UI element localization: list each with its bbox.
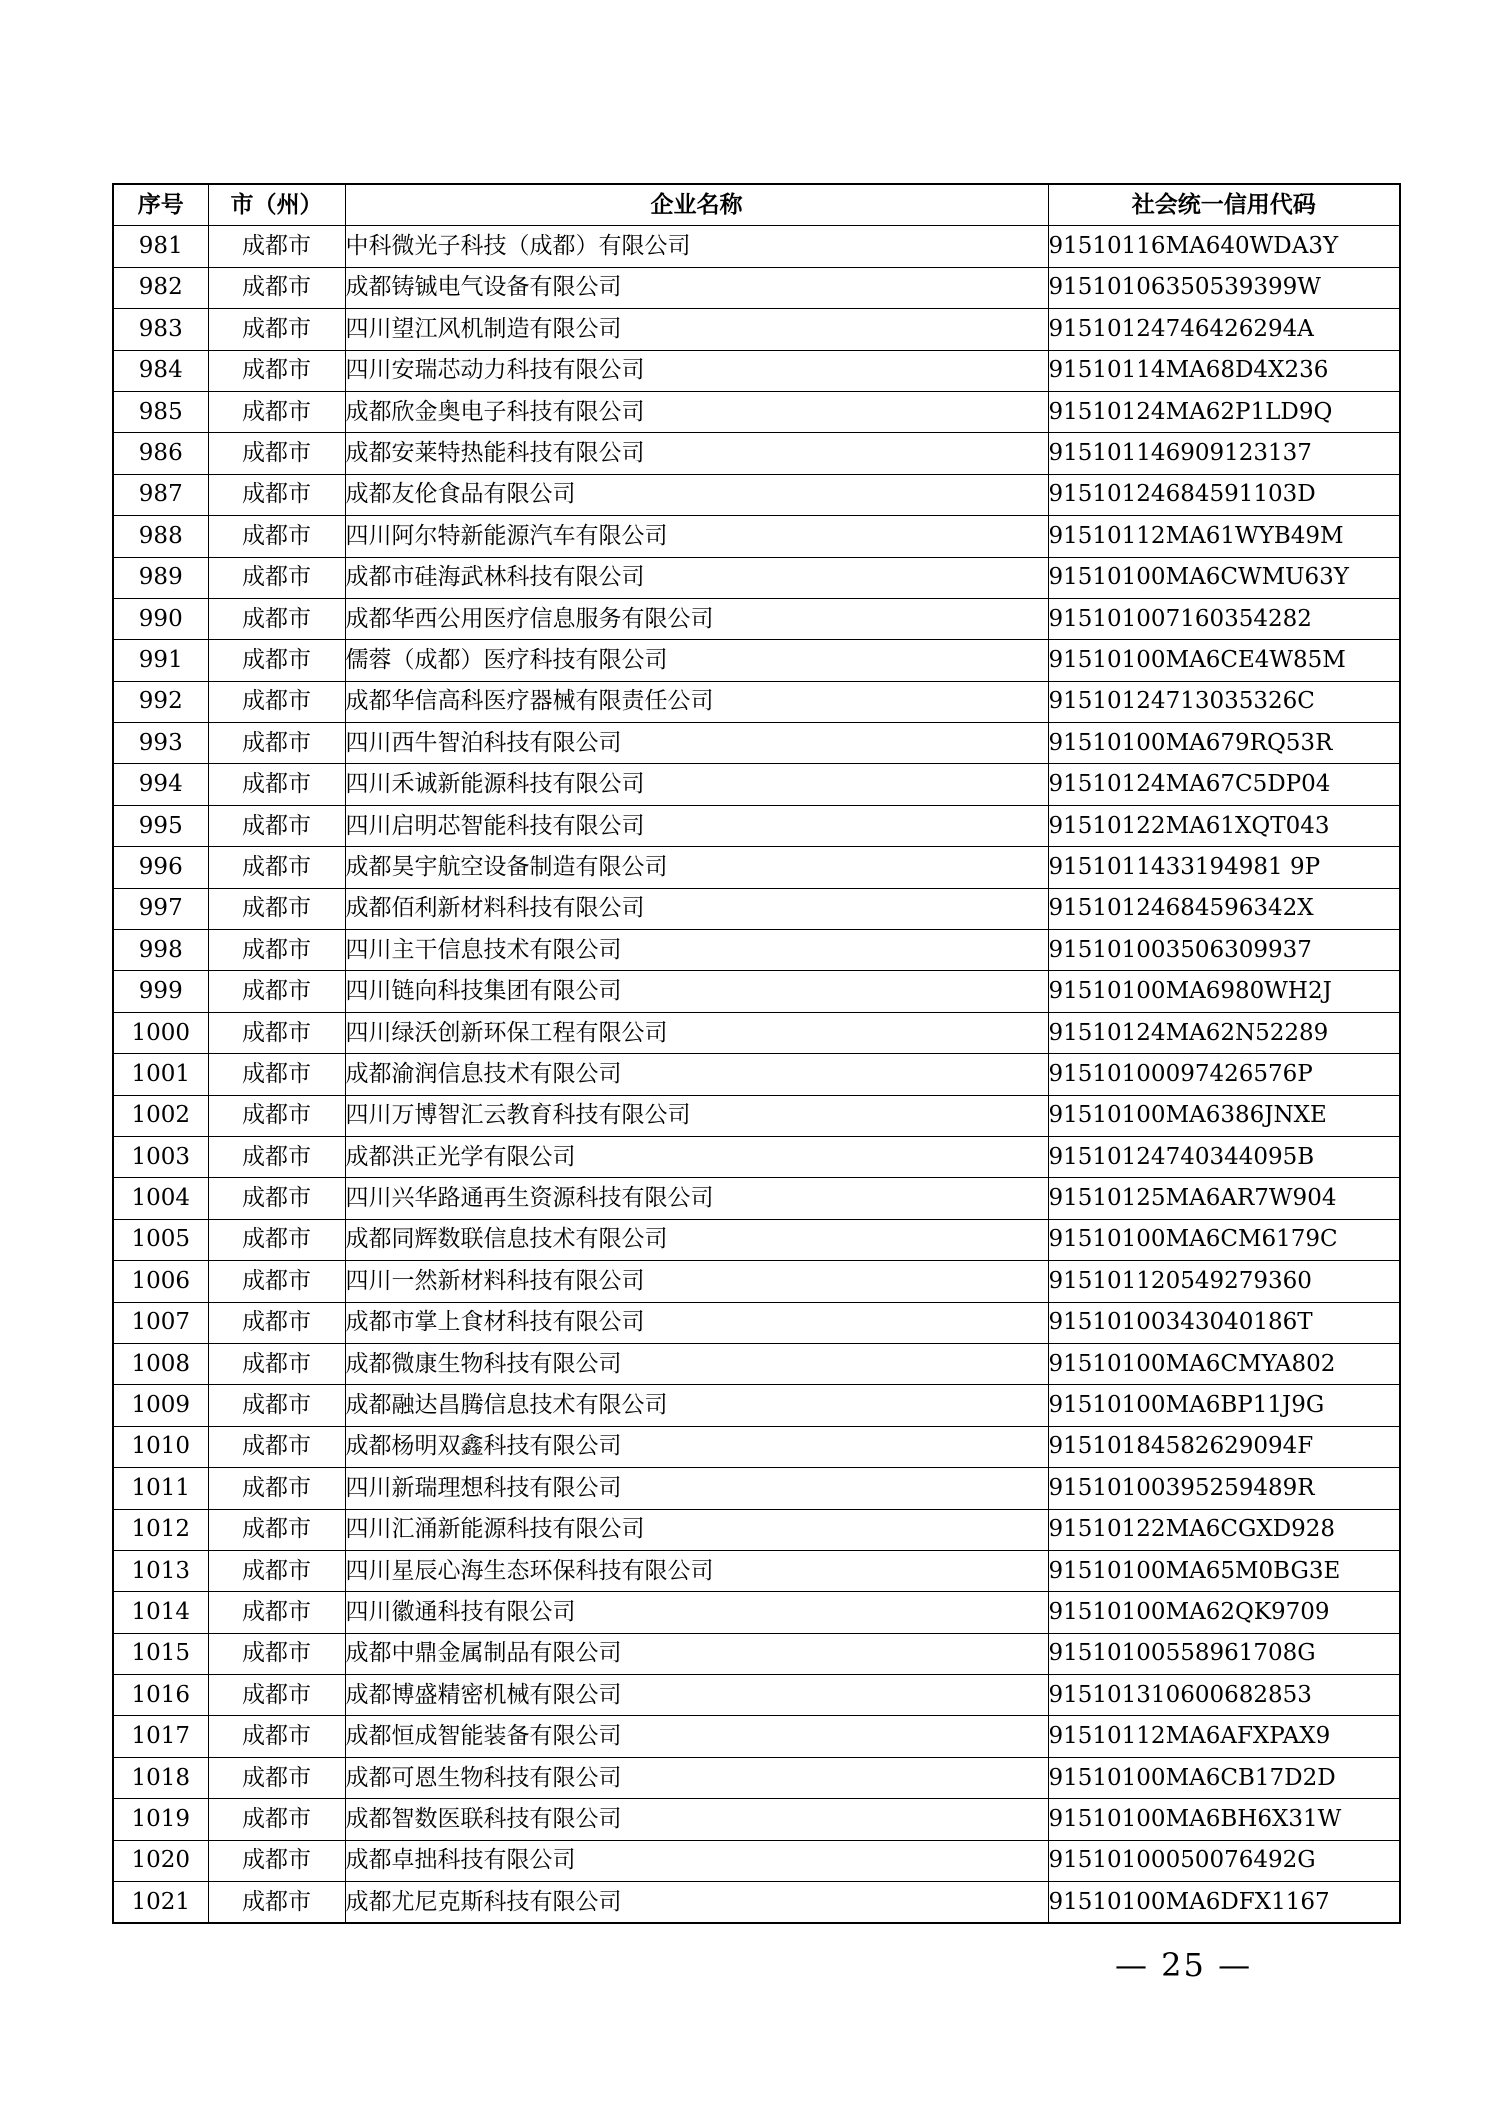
cell-serial: 993	[113, 723, 208, 764]
cell-city: 成都市	[208, 598, 345, 639]
cell-serial: 1004	[113, 1178, 208, 1219]
cell-city: 成都市	[208, 1178, 345, 1219]
cell-serial: 1016	[113, 1675, 208, 1716]
cell-credit-code: 91510184582629094F	[1048, 1426, 1400, 1467]
cell-city: 成都市	[208, 1757, 345, 1798]
cell-company-name: 四川启明芯智能科技有限公司	[345, 805, 1048, 846]
cell-credit-code: 91510100MA6DFX1167	[1048, 1882, 1400, 1924]
cell-city: 成都市	[208, 516, 345, 557]
table-row	[113, 1799, 1400, 1840]
table-row	[113, 1219, 1400, 1260]
cell-company-name: 成都市掌上食材科技有限公司	[345, 1302, 1048, 1343]
cell-company-name: 成都尤尼克斯科技有限公司	[345, 1882, 1048, 1924]
table-row	[113, 723, 1400, 764]
cell-city: 成都市	[208, 930, 345, 971]
table-row	[113, 1302, 1400, 1343]
cell-city: 成都市	[208, 805, 345, 846]
cell-credit-code: 91510124MA62P1LD9Q	[1048, 391, 1400, 432]
cell-city: 成都市	[208, 888, 345, 929]
cell-city: 成都市	[208, 1385, 345, 1426]
cell-company-name: 四川主干信息技术有限公司	[345, 930, 1048, 971]
cell-credit-code: 915101007160354282	[1048, 598, 1400, 639]
cell-serial: 994	[113, 764, 208, 805]
cell-credit-code: 91510124740344095B	[1048, 1136, 1400, 1177]
table-row	[113, 391, 1400, 432]
cell-city: 成都市	[208, 1136, 345, 1177]
cell-company-name: 四川星辰心海生态环保科技有限公司	[345, 1550, 1048, 1591]
cell-serial: 991	[113, 640, 208, 681]
cell-credit-code: 91510114MA68D4X236	[1048, 350, 1400, 391]
table-row	[113, 1343, 1400, 1384]
table-row	[113, 1261, 1400, 1302]
cell-credit-code: 91510100MA6BP11J9G	[1048, 1385, 1400, 1426]
cell-credit-code: 91510100MA6CB17D2D	[1048, 1757, 1400, 1798]
cell-serial: 984	[113, 350, 208, 391]
table-row	[113, 805, 1400, 846]
cell-company-name: 四川兴华路通再生资源科技有限公司	[345, 1178, 1048, 1219]
cell-serial: 982	[113, 267, 208, 308]
cell-city: 成都市	[208, 1840, 345, 1881]
table-row	[113, 598, 1400, 639]
cell-credit-code: 91510122MA6CGXD928	[1048, 1509, 1400, 1550]
cell-city: 成都市	[208, 557, 345, 598]
cell-company-name: 四川徽通科技有限公司	[345, 1592, 1048, 1633]
cell-city: 成都市	[208, 1882, 345, 1924]
cell-company-name: 成都可恩生物科技有限公司	[345, 1757, 1048, 1798]
cell-serial: 1014	[113, 1592, 208, 1633]
cell-city: 成都市	[208, 1343, 345, 1384]
cell-city: 成都市	[208, 350, 345, 391]
table-row	[113, 1550, 1400, 1591]
cell-city: 成都市	[208, 474, 345, 515]
cell-company-name: 四川新瑞理想科技有限公司	[345, 1468, 1048, 1509]
cell-city: 成都市	[208, 1592, 345, 1633]
cell-credit-code: 91510124713035326C	[1048, 681, 1400, 722]
cell-city: 成都市	[208, 1633, 345, 1674]
page-number: — 25 —	[1115, 1946, 1253, 1984]
cell-serial: 999	[113, 971, 208, 1012]
cell-serial: 989	[113, 557, 208, 598]
cell-company-name: 中科微光子科技（成都）有限公司	[345, 226, 1048, 267]
cell-city: 成都市	[208, 971, 345, 1012]
cell-company-name: 成都博盛精密机械有限公司	[345, 1675, 1048, 1716]
cell-company-name: 四川绿沃创新环保工程有限公司	[345, 1012, 1048, 1053]
table-row	[113, 1426, 1400, 1467]
table-header-row	[113, 184, 1400, 226]
cell-serial: 1013	[113, 1550, 208, 1591]
cell-credit-code: 91510124MA62N52289	[1048, 1012, 1400, 1053]
cell-credit-code: 91510106350539399W	[1048, 267, 1400, 308]
table-row	[113, 1882, 1400, 1924]
cell-credit-code: 91510100MA6CM6179C	[1048, 1219, 1400, 1260]
cell-credit-code: 91510124684596342X	[1048, 888, 1400, 929]
cell-serial: 1015	[113, 1633, 208, 1674]
cell-serial: 996	[113, 847, 208, 888]
cell-credit-code: 91510124MA67C5DP04	[1048, 764, 1400, 805]
cell-serial: 1020	[113, 1840, 208, 1881]
cell-credit-code: 91510124746426294A	[1048, 309, 1400, 350]
cell-city: 成都市	[208, 1261, 345, 1302]
cell-credit-code: 915101003506309937	[1048, 930, 1400, 971]
cell-company-name: 四川望江风机制造有限公司	[345, 309, 1048, 350]
cell-company-name: 成都友伦食品有限公司	[345, 474, 1048, 515]
cell-company-name: 成都铸铖电气设备有限公司	[345, 267, 1048, 308]
cell-company-name: 成都同辉数联信息技术有限公司	[345, 1219, 1048, 1260]
cell-credit-code: 91510100MA6BH6X31W	[1048, 1799, 1400, 1840]
cell-serial: 1007	[113, 1302, 208, 1343]
cell-company-name: 成都卓拙科技有限公司	[345, 1840, 1048, 1881]
cell-serial: 995	[113, 805, 208, 846]
cell-city: 成都市	[208, 1219, 345, 1260]
table-row	[113, 1675, 1400, 1716]
cell-city: 成都市	[208, 1095, 345, 1136]
cell-credit-code: 915101120549279360	[1048, 1261, 1400, 1302]
cell-credit-code: 91510125MA6AR7W904	[1048, 1178, 1400, 1219]
cell-company-name: 成都融达昌腾信息技术有限公司	[345, 1385, 1048, 1426]
header-serial: 序号	[113, 184, 208, 226]
table-row	[113, 1757, 1400, 1798]
table-row	[113, 1178, 1400, 1219]
table-row	[113, 1509, 1400, 1550]
table-row	[113, 1385, 1400, 1426]
table-row	[113, 474, 1400, 515]
table-row	[113, 1716, 1400, 1757]
cell-credit-code: 915101310600682853	[1048, 1675, 1400, 1716]
cell-credit-code: 91510116MA640WDA3Y	[1048, 226, 1400, 267]
cell-city: 成都市	[208, 764, 345, 805]
table-row	[113, 1054, 1400, 1095]
cell-credit-code: 91510100MA679RQ53R	[1048, 723, 1400, 764]
cell-city: 成都市	[208, 681, 345, 722]
cell-company-name: 成都华信高科医疗器械有限责任公司	[345, 681, 1048, 722]
table-row	[113, 971, 1400, 1012]
cell-company-name: 成都佰利新材料科技有限公司	[345, 888, 1048, 929]
cell-serial: 998	[113, 930, 208, 971]
enterprise-table	[112, 183, 1401, 1924]
cell-company-name: 四川一然新材料科技有限公司	[345, 1261, 1048, 1302]
cell-city: 成都市	[208, 723, 345, 764]
cell-credit-code: 915101146909123137	[1048, 433, 1400, 474]
table-row	[113, 681, 1400, 722]
cell-serial: 1008	[113, 1343, 208, 1384]
cell-city: 成都市	[208, 267, 345, 308]
cell-city: 成都市	[208, 309, 345, 350]
cell-credit-code: 91510100MA65M0BG3E	[1048, 1550, 1400, 1591]
cell-serial: 1002	[113, 1095, 208, 1136]
cell-credit-code: 91510100MA62QK9709	[1048, 1592, 1400, 1633]
header-company-name: 企业名称	[345, 184, 1048, 226]
cell-city: 成都市	[208, 433, 345, 474]
cell-city: 成都市	[208, 1054, 345, 1095]
cell-serial: 981	[113, 226, 208, 267]
cell-company-name: 四川链向科技集团有限公司	[345, 971, 1048, 1012]
table-row	[113, 1840, 1400, 1881]
cell-company-name: 成都洪正光学有限公司	[345, 1136, 1048, 1177]
header-city: 市（州）	[208, 184, 345, 226]
cell-serial: 1018	[113, 1757, 208, 1798]
cell-company-name: 四川安瑞芯动力科技有限公司	[345, 350, 1048, 391]
table-row	[113, 888, 1400, 929]
cell-credit-code: 91510100MA6CE4W85M	[1048, 640, 1400, 681]
cell-credit-code: 9151011433194981 9P	[1048, 847, 1400, 888]
table-row	[113, 640, 1400, 681]
cell-credit-code: 91510100MA6980WH2J	[1048, 971, 1400, 1012]
cell-serial: 987	[113, 474, 208, 515]
cell-credit-code: 91510100MA6386JNXE	[1048, 1095, 1400, 1136]
table-row	[113, 1012, 1400, 1053]
cell-company-name: 四川禾诚新能源科技有限公司	[345, 764, 1048, 805]
cell-city: 成都市	[208, 1550, 345, 1591]
table-row	[113, 847, 1400, 888]
table-row	[113, 1633, 1400, 1674]
cell-company-name: 成都微康生物科技有限公司	[345, 1343, 1048, 1384]
cell-city: 成都市	[208, 640, 345, 681]
cell-serial: 1003	[113, 1136, 208, 1177]
table-row	[113, 764, 1400, 805]
cell-credit-code: 91510112MA61WYB49M	[1048, 516, 1400, 557]
cell-serial: 988	[113, 516, 208, 557]
cell-city: 成都市	[208, 1799, 345, 1840]
cell-company-name: 成都市硅海武林科技有限公司	[345, 557, 1048, 598]
table-row	[113, 1468, 1400, 1509]
cell-credit-code: 91510100395259489R	[1048, 1468, 1400, 1509]
table-row	[113, 1592, 1400, 1633]
table-row	[113, 226, 1400, 267]
cell-city: 成都市	[208, 1302, 345, 1343]
cell-serial: 1012	[113, 1509, 208, 1550]
cell-company-name: 成都智数医联科技有限公司	[345, 1799, 1048, 1840]
cell-serial: 1019	[113, 1799, 208, 1840]
cell-serial: 983	[113, 309, 208, 350]
cell-credit-code: 91510100097426576P	[1048, 1054, 1400, 1095]
cell-company-name: 四川西牛智泊科技有限公司	[345, 723, 1048, 764]
cell-serial: 1001	[113, 1054, 208, 1095]
cell-company-name: 四川万博智汇云教育科技有限公司	[345, 1095, 1048, 1136]
cell-company-name: 成都中鼎金属制品有限公司	[345, 1633, 1048, 1674]
cell-serial: 1000	[113, 1012, 208, 1053]
cell-serial: 1017	[113, 1716, 208, 1757]
table-row	[113, 433, 1400, 474]
cell-serial: 1010	[113, 1426, 208, 1467]
cell-city: 成都市	[208, 1716, 345, 1757]
cell-company-name: 成都杨明双鑫科技有限公司	[345, 1426, 1048, 1467]
cell-credit-code: 91510112MA6AFXPAX9	[1048, 1716, 1400, 1757]
table-row	[113, 930, 1400, 971]
cell-city: 成都市	[208, 391, 345, 432]
cell-company-name: 成都恒成智能装备有限公司	[345, 1716, 1048, 1757]
cell-city: 成都市	[208, 1468, 345, 1509]
cell-credit-code: 91510100343040186T	[1048, 1302, 1400, 1343]
cell-serial: 1005	[113, 1219, 208, 1260]
table-row	[113, 1095, 1400, 1136]
cell-serial: 1021	[113, 1882, 208, 1924]
cell-city: 成都市	[208, 1426, 345, 1467]
table-row	[113, 516, 1400, 557]
table-row	[113, 350, 1400, 391]
cell-city: 成都市	[208, 1509, 345, 1550]
cell-serial: 1011	[113, 1468, 208, 1509]
cell-credit-code: 91510100558961708G	[1048, 1633, 1400, 1674]
cell-company-name: 成都安莱特热能科技有限公司	[345, 433, 1048, 474]
cell-company-name: 成都欣金奥电子科技有限公司	[345, 391, 1048, 432]
cell-serial: 1006	[113, 1261, 208, 1302]
cell-company-name: 四川阿尔特新能源汽车有限公司	[345, 516, 1048, 557]
table-row	[113, 557, 1400, 598]
cell-serial: 990	[113, 598, 208, 639]
cell-credit-code: 91510100MA6CWMU63Y	[1048, 557, 1400, 598]
cell-city: 成都市	[208, 1012, 345, 1053]
cell-serial: 1009	[113, 1385, 208, 1426]
cell-credit-code: 91510122MA61XQT043	[1048, 805, 1400, 846]
cell-credit-code: 91510100MA6CMYA802	[1048, 1343, 1400, 1384]
cell-serial: 985	[113, 391, 208, 432]
cell-credit-code: 91510124684591103D	[1048, 474, 1400, 515]
cell-company-name: 儒蓉（成都）医疗科技有限公司	[345, 640, 1048, 681]
table-row	[113, 267, 1400, 308]
cell-company-name: 成都华西公用医疗信息服务有限公司	[345, 598, 1048, 639]
cell-credit-code: 91510100050076492G	[1048, 1840, 1400, 1881]
cell-serial: 986	[113, 433, 208, 474]
table-row	[113, 1136, 1400, 1177]
table-row	[113, 309, 1400, 350]
cell-serial: 992	[113, 681, 208, 722]
cell-city: 成都市	[208, 1675, 345, 1716]
cell-city: 成都市	[208, 847, 345, 888]
cell-company-name: 成都昊宇航空设备制造有限公司	[345, 847, 1048, 888]
cell-company-name: 成都渝润信息技术有限公司	[345, 1054, 1048, 1095]
cell-company-name: 四川汇涌新能源科技有限公司	[345, 1509, 1048, 1550]
cell-serial: 997	[113, 888, 208, 929]
header-credit-code: 社会统一信用代码	[1048, 184, 1400, 226]
cell-city: 成都市	[208, 226, 345, 267]
